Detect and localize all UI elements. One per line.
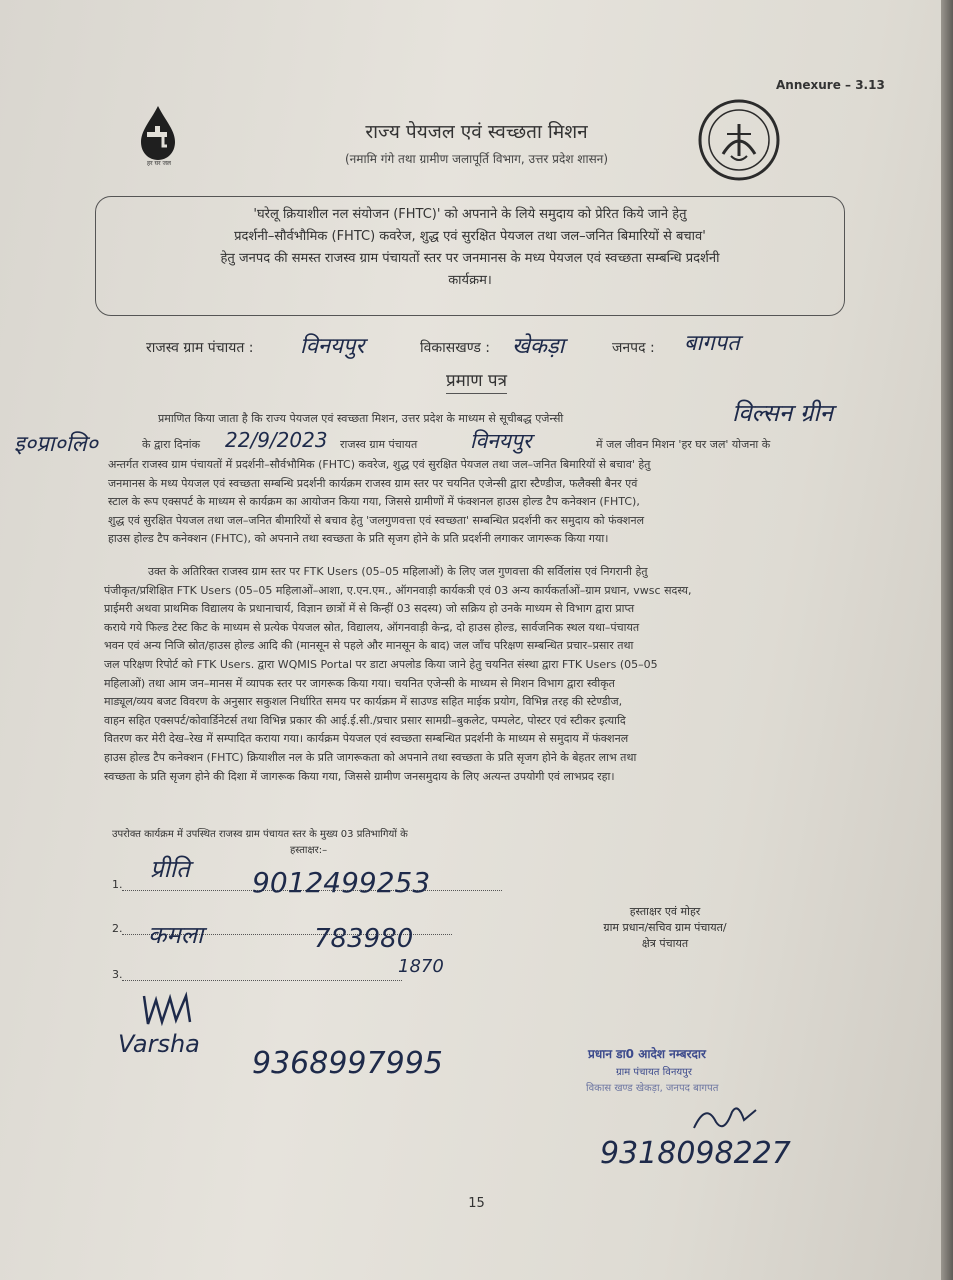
paragraph-line: हाउस होल्ड टैप कनेक्शन (FHTC), को अपनाने तथा स्वच्छता के प्रति सृजग होने के प्रति प्रदर्शनी लगाकर जागरूक किया गया।	[108, 532, 609, 546]
participant-1-name: प्रीति	[150, 855, 190, 883]
paragraph-line: महिलाओं) तथा आम जन–मानस में व्यापक स्तर पर जागरूक किया गया। चयनित एजेन्सी के माध्यम से मिशन विभाग द्वारा स्वीकृत	[104, 676, 615, 690]
agency-name-handwritten: विल्सन ग्रीन	[732, 399, 833, 427]
participants-heading: उपरोक्त कार्यक्रम में उपस्थित राजस्व ग्राम पंचायत स्तर के मुख्य 03 प्रतिभागियों के	[112, 829, 408, 840]
program-line: हेतु जनपद की समस्त राजस्व ग्राम पंचायतों स्तर पर जनमानस के मध्य पेयजल एवं स्वच्छता सम्बन्धि प्रदर्शनी	[220, 251, 720, 266]
stamp-line-2: ग्राम पंचायत विनयपुर	[616, 1067, 692, 1078]
body-line-2c: में जल जीवन मिशन 'हर घर जल' योजना के	[596, 438, 771, 451]
signatory-line-3: क्षेत्र पंचायत	[641, 937, 689, 950]
program-line: प्रदर्शनी–सौर्वभौमिक (FHTC) कवरेज, शुद्ध एवं सुरक्षित पेयजल तथा जल–जनित बिमारियों से बचाव'	[234, 229, 706, 244]
paragraph-line: कराये गये फिल्ड टेस्ट किट के माध्यम से प्रत्येक पेयजल स्रोत, विद्यालय, ऑगनवाड़ी केन्द्र, दो हाउस होल्ड, सार्वजनिक स्थल यथा–पंचायत	[104, 620, 640, 634]
signatory-line-1: हस्ताक्षर एवं मोहर	[629, 905, 701, 918]
vikaskhand-value: खेकड़ा	[512, 334, 565, 359]
gram-panchayat-label: राजस्व ग्राम पंचायत :	[146, 340, 254, 356]
paragraph-1	[108, 456, 868, 549]
village-handwritten: विनयपुर	[470, 429, 532, 453]
participant-2-phone-extra: 1870	[398, 956, 444, 977]
participant-2-phone: 783980	[314, 924, 414, 954]
signatory-phone: 9318098227	[600, 1136, 791, 1171]
participant-3-signature	[140, 990, 220, 1034]
paragraph-line: हाउस होल्ड टैप कनेक्शन (FHTC) क्रियाशील नल के प्रति जागरूकता को अपनाने तथा स्वच्छता के प्रति सृजग होने के बेहतर लाभ तथा	[104, 750, 637, 764]
paragraph-line: स्टाल के रूप एक्सपर्ट के माध्यम से कार्यक्रम का आयोजन किया गया, जिससे ग्रामीणों में फंक्शनल हाउस होल्ड टैप कनेक्शन (FHTC),	[108, 495, 640, 509]
page-number: 15	[468, 1196, 485, 1211]
body-line-2a: के द्वारा दिनांक	[142, 438, 201, 451]
annexure-label: Annexure – 3.13	[776, 78, 885, 92]
janpad-label: जनपद :	[612, 340, 655, 356]
paragraph-line: शुद्ध एवं सुरक्षित पेयजल तथा जल–जनित बीमारियों से बचाव हेतु 'जलगुणवत्ता एवं स्वच्छता' सम्बन्धित प्रदर्शनी कर समुदाय को फंक्शनल	[108, 513, 645, 527]
agency-suffix-handwritten: इ०प्रा०लि०	[14, 432, 98, 457]
paragraph-line: पंजीकृत/प्रशिक्षित FTK Users (05–05 महिलाओं–आशा, ए.एन.एम., ऑगनवाड़ी कार्यकत्री एवं 03 अन्य कार्यकर्ताओं–ग्राम प्रधान, vwsc सदस्य,	[104, 583, 692, 597]
body-line-1: प्रमाणित किया जाता है कि राज्य पेयजल एवं स्वच्छता मिशन, उत्तर प्रदेश के माध्यम से सूचीबद्ध एजेन्सी	[158, 412, 564, 425]
signature-line	[122, 980, 402, 981]
program-line: कार्यक्रम।	[448, 273, 492, 288]
program-box-text	[100, 204, 840, 292]
certificate-title-text: प्रमाण पत्र	[446, 371, 507, 394]
participant-number: 1.	[112, 878, 123, 891]
paragraph-line: उक्त के अतिरिक्त राजस्व ग्राम स्तर पर FTK Users (05–05 महिलाओं) के लिए जल गुणवत्ता की सर्विलांस एवं निगरानी हेतु	[148, 565, 648, 578]
program-line: 'घरेलू क्रियाशील नल संयोजन (FHTC)' को अपनाने के लिये समुदाय को प्रेरित किये जाने हेतु	[253, 207, 687, 222]
vikaskhand-label: विकासखण्ड :	[420, 340, 491, 356]
stamp-line-1: प्रधान डा0 आदेश नम्बरदार	[588, 1047, 706, 1061]
gram-panchayat-value: विनयपुर	[300, 334, 365, 359]
participant-number: 2.	[112, 922, 123, 935]
paragraph-line: वितरण कर मेरी देख–रेख में सम्पादित कराया गया। कार्यक्रम पेयजल एवं स्वच्छता सम्बन्धित प्रदर्शनी के माध्यम से समुदाय में फंक्शनल	[104, 732, 629, 746]
janpad-value: बागपत	[684, 331, 740, 356]
certificate-title	[0, 368, 953, 391]
participant-1-phone: 9012499253	[252, 866, 431, 899]
logo-caption: हर घर जल	[147, 160, 171, 167]
signatory-line-2: ग्राम प्रधान/सचिव ग्राम पंचायत/	[603, 921, 727, 934]
paragraph-line: भवन एवं अन्य निजि स्रोत/हाउस होल्ड आदि की (मानसून से पहले और मानसून के बाद) जल जाँच परिक्षण सम्बन्धित प्रचार–प्रसार तथा	[104, 639, 634, 653]
stamp-line-3: विकास खण्ड खेकड़ा, जनपद बागपत	[586, 1083, 719, 1094]
paragraph-line: माड्यूल/व्यय बजट विवरण के अनुसार सकुशल निर्धारित समय पर कार्यक्रम में साउण्ड सहित माईक प्रयोग, विभिन्न तरह की स्टेण्डीज,	[104, 695, 623, 709]
participant-number: 3.	[112, 968, 123, 981]
signature-scribble-icon	[140, 990, 220, 1030]
date-handwritten: 22/9/2023	[225, 428, 328, 452]
paragraph-line: वाहन सहित एक्सपर्ट/कोवार्डिनेटर्स तथा विभिन्न प्रकार की आई.ई.सी./प्रचार प्रसार सामग्री–बुकलेट, पम्पलेट, पोस्टर एवं स्टीकर इत्यादि	[104, 713, 626, 727]
participant-2-name: कमला	[148, 921, 204, 949]
signature-scribble-icon	[690, 1098, 770, 1138]
paragraph-2	[104, 563, 864, 786]
paragraph-line: जल परिक्षण रिपोर्ट को FTK Users. द्वारा WQMIS Portal पर डाटा अपलोड किया जाने हेतु चयनित संस्था द्वारा FTK Users (05–05	[104, 657, 658, 671]
participant-3-phone: 9368997995	[252, 1046, 443, 1081]
body-line-2b: राजस्व ग्राम पंचायत	[340, 438, 418, 451]
page-title: राज्य पेयजल एवं स्वच्छता मिशन	[365, 121, 588, 143]
participants-heading-2: हस्ताक्षर:–	[290, 845, 328, 856]
signatory-block	[560, 904, 770, 952]
page-subtitle: (नमामि गंगे तथा ग्रामीण जलापूर्ति विभाग, उत्तर प्रदेश शासन)	[344, 152, 609, 166]
paragraph-line: अन्तर्गत राजस्व ग्राम पंचायतों में प्रदर्शनी–सौर्वभौमिक (FHTC) कवरेज, शुद्ध एवं सुरक्षित पेयजल तथा जल–जनित बिमारियों से बचाव' हेतु	[108, 458, 651, 471]
paragraph-line: स्वच्छता के प्रति सृजग होने की दिशा में जागरूक किया गया, जिससे ग्रामीण जनसमुदाय के लिए अत्यन्त उपयोगी एवं लाभप्रद रहा।	[104, 769, 615, 783]
participant-3-name: Varsha	[118, 1030, 200, 1058]
paragraph-line: जनमानस के मध्य पेयजल एवं स्वच्छता सम्बन्धि प्रदर्शनी कार्यक्रम राजस्व ग्राम स्तर पर चयनित एजेन्सी द्वारा स्टैण्डीज, फलैक्सी बैनर एवं	[108, 476, 638, 490]
paragraph-line: प्राईमरी अथवा प्राथमिक विद्यालय के प्रधानाचार्य, विज्ञान छात्रों में से किन्हीं 03 सदस्य) जो सक्रिय हो उनके माध्यम से विभाग द्वारा प्राप्त	[104, 602, 635, 616]
